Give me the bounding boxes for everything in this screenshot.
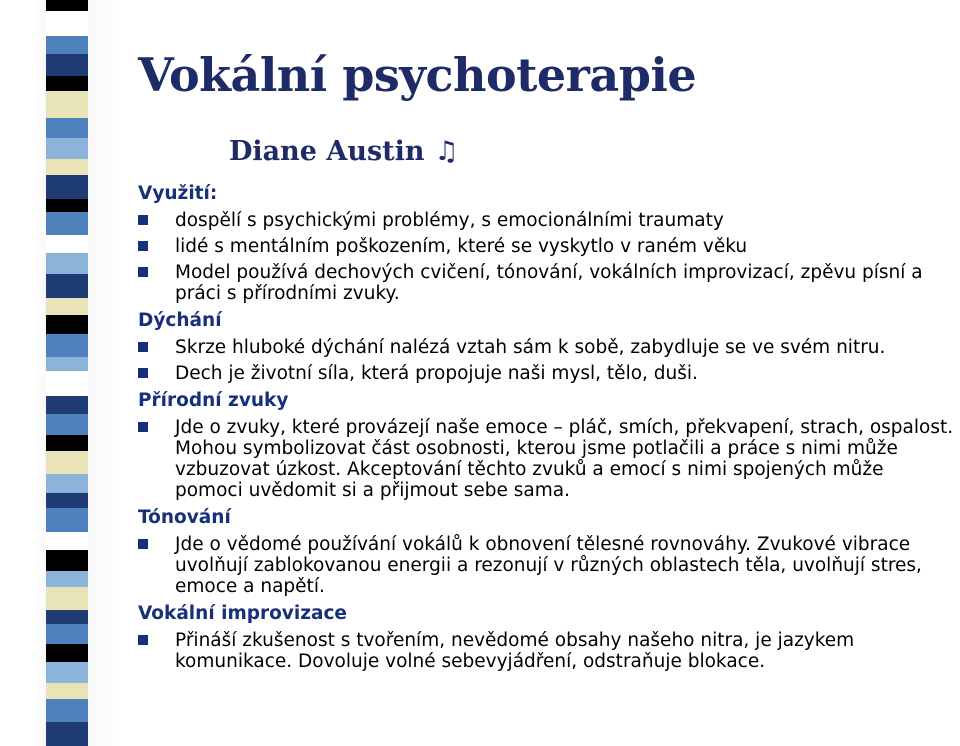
- stripe-segment: [46, 76, 88, 91]
- bullet-list: [138, 534, 956, 597]
- stripe-segment: [46, 371, 88, 395]
- section-heading: Dýchání: [138, 310, 222, 331]
- list-item-text: Dech je životní síla, která propojuje naši mysl, tělo, duši.: [175, 363, 698, 384]
- stripe-segment: [46, 199, 88, 212]
- stripe-segment: [46, 474, 88, 493]
- stripe-segment: [46, 91, 88, 119]
- list-item: [138, 363, 956, 384]
- stripe-segment: [46, 315, 88, 334]
- stripe-segment: [46, 624, 88, 643]
- bullet-list: [138, 210, 956, 304]
- stripe-segment: [46, 587, 88, 610]
- stripe-segment: [46, 493, 88, 508]
- square-bullet-icon: [138, 635, 148, 645]
- section-heading: Využití:: [138, 183, 218, 204]
- stripe-segment: [46, 274, 88, 298]
- stripe-segment: [46, 550, 88, 571]
- stripe-segment: [46, 138, 88, 159]
- subtitle-text: Diane Austin: [229, 136, 425, 167]
- list-item-text: Jde o vědomé používání vokálů k obnovení tělesné rovnováhy. Zvukové vibrace uvolňují zablokovanou energii a rezonují v různých oblastech těla, uvolňují stres, emoce a napětí.: [175, 534, 922, 597]
- stripe-segment: [46, 532, 88, 550]
- stripe-segment: [46, 212, 88, 235]
- list-item-text: Skrze hluboké dýchání nalézá vztah sám k sobě, zabydluje se ve svém nitru.: [175, 337, 886, 358]
- bullet-list: [138, 417, 956, 501]
- stripe-segment: [46, 683, 88, 699]
- stripe-segment: [46, 662, 88, 683]
- stripe-segment: [46, 396, 88, 414]
- square-bullet-icon: [138, 539, 148, 549]
- stripe-segment: [46, 357, 88, 372]
- list-item-text: lidé s mentálním poškozením, které se vyskytlo v raném věku: [175, 236, 748, 257]
- stripe-segment: [46, 36, 88, 54]
- slide-content: [138, 183, 956, 678]
- square-bullet-icon: [138, 267, 148, 277]
- stripe-segment: [46, 118, 88, 137]
- list-item-text: dospělí s psychickými problémy, s emocionálními traumaty: [175, 210, 724, 231]
- list-item: [138, 337, 956, 358]
- section-heading: Vokální improvizace: [138, 603, 347, 624]
- stripe-segment: [46, 571, 88, 587]
- stripe-segment: [46, 644, 88, 662]
- list-item-text: Model používá dechových cvičení, tónování, vokálních improvizací, zpěvu písní a práci s přírodními zvuky.: [175, 262, 923, 304]
- list-item: [138, 210, 956, 231]
- stripe-segment: [46, 159, 88, 175]
- stripe-segment: [46, 54, 88, 77]
- square-bullet-icon: [138, 422, 148, 432]
- stripe-segment: [46, 0, 88, 11]
- stripe-segment: [46, 435, 88, 451]
- stripe-segment: [46, 334, 88, 357]
- music-note-icon: ♫: [434, 136, 459, 167]
- stripe-segment: [46, 11, 88, 35]
- square-bullet-icon: [138, 368, 148, 378]
- stripe-segment: [46, 253, 88, 274]
- stripe-segment: [46, 451, 88, 474]
- stripe-segment: [46, 298, 88, 314]
- list-item-text: Přináší zkušenost s tvořením, nevědomé obsahy našeho nitra, je jazykem komunikace. Dovoluje volné sebevyjádření, odstraňuje blokace.: [175, 630, 855, 672]
- section-heading: Přírodní zvuky: [138, 390, 289, 411]
- stripe-segment: [46, 235, 88, 253]
- square-bullet-icon: [138, 215, 148, 225]
- list-item: [138, 417, 956, 501]
- list-item: [138, 236, 956, 257]
- list-item: [138, 534, 956, 597]
- list-item: [138, 630, 956, 672]
- bullet-list: [138, 630, 956, 672]
- slide-subtitle: [229, 136, 459, 167]
- stripe-segment: [46, 508, 88, 532]
- square-bullet-icon: [138, 241, 148, 251]
- stripe-segment: [46, 722, 88, 746]
- stripe-segment: [46, 610, 88, 625]
- list-item: [138, 262, 956, 304]
- slide-title: Vokální psychoterapie: [138, 48, 697, 102]
- list-item-text: Jde o zvuky, které provázejí naše emoce – pláč, smích, překvapení, strach, ospalost. Mohou symbolizovat část osobnosti, kterou jsme potlačili a práce s nimi může vzbuzovat úzkost. Akceptování těchto zvuků a emocí s nimi spojených může pomoci uvědomit si a přijmout sebe sama.: [175, 417, 954, 501]
- decorative-stripe-bar: [46, 0, 88, 746]
- square-bullet-icon: [138, 342, 148, 352]
- stripe-segment: [46, 414, 88, 435]
- stripe-segment: [46, 699, 88, 722]
- stripe-segment: [46, 175, 88, 199]
- bullet-list: [138, 337, 956, 384]
- section-heading: Tónování: [138, 507, 231, 528]
